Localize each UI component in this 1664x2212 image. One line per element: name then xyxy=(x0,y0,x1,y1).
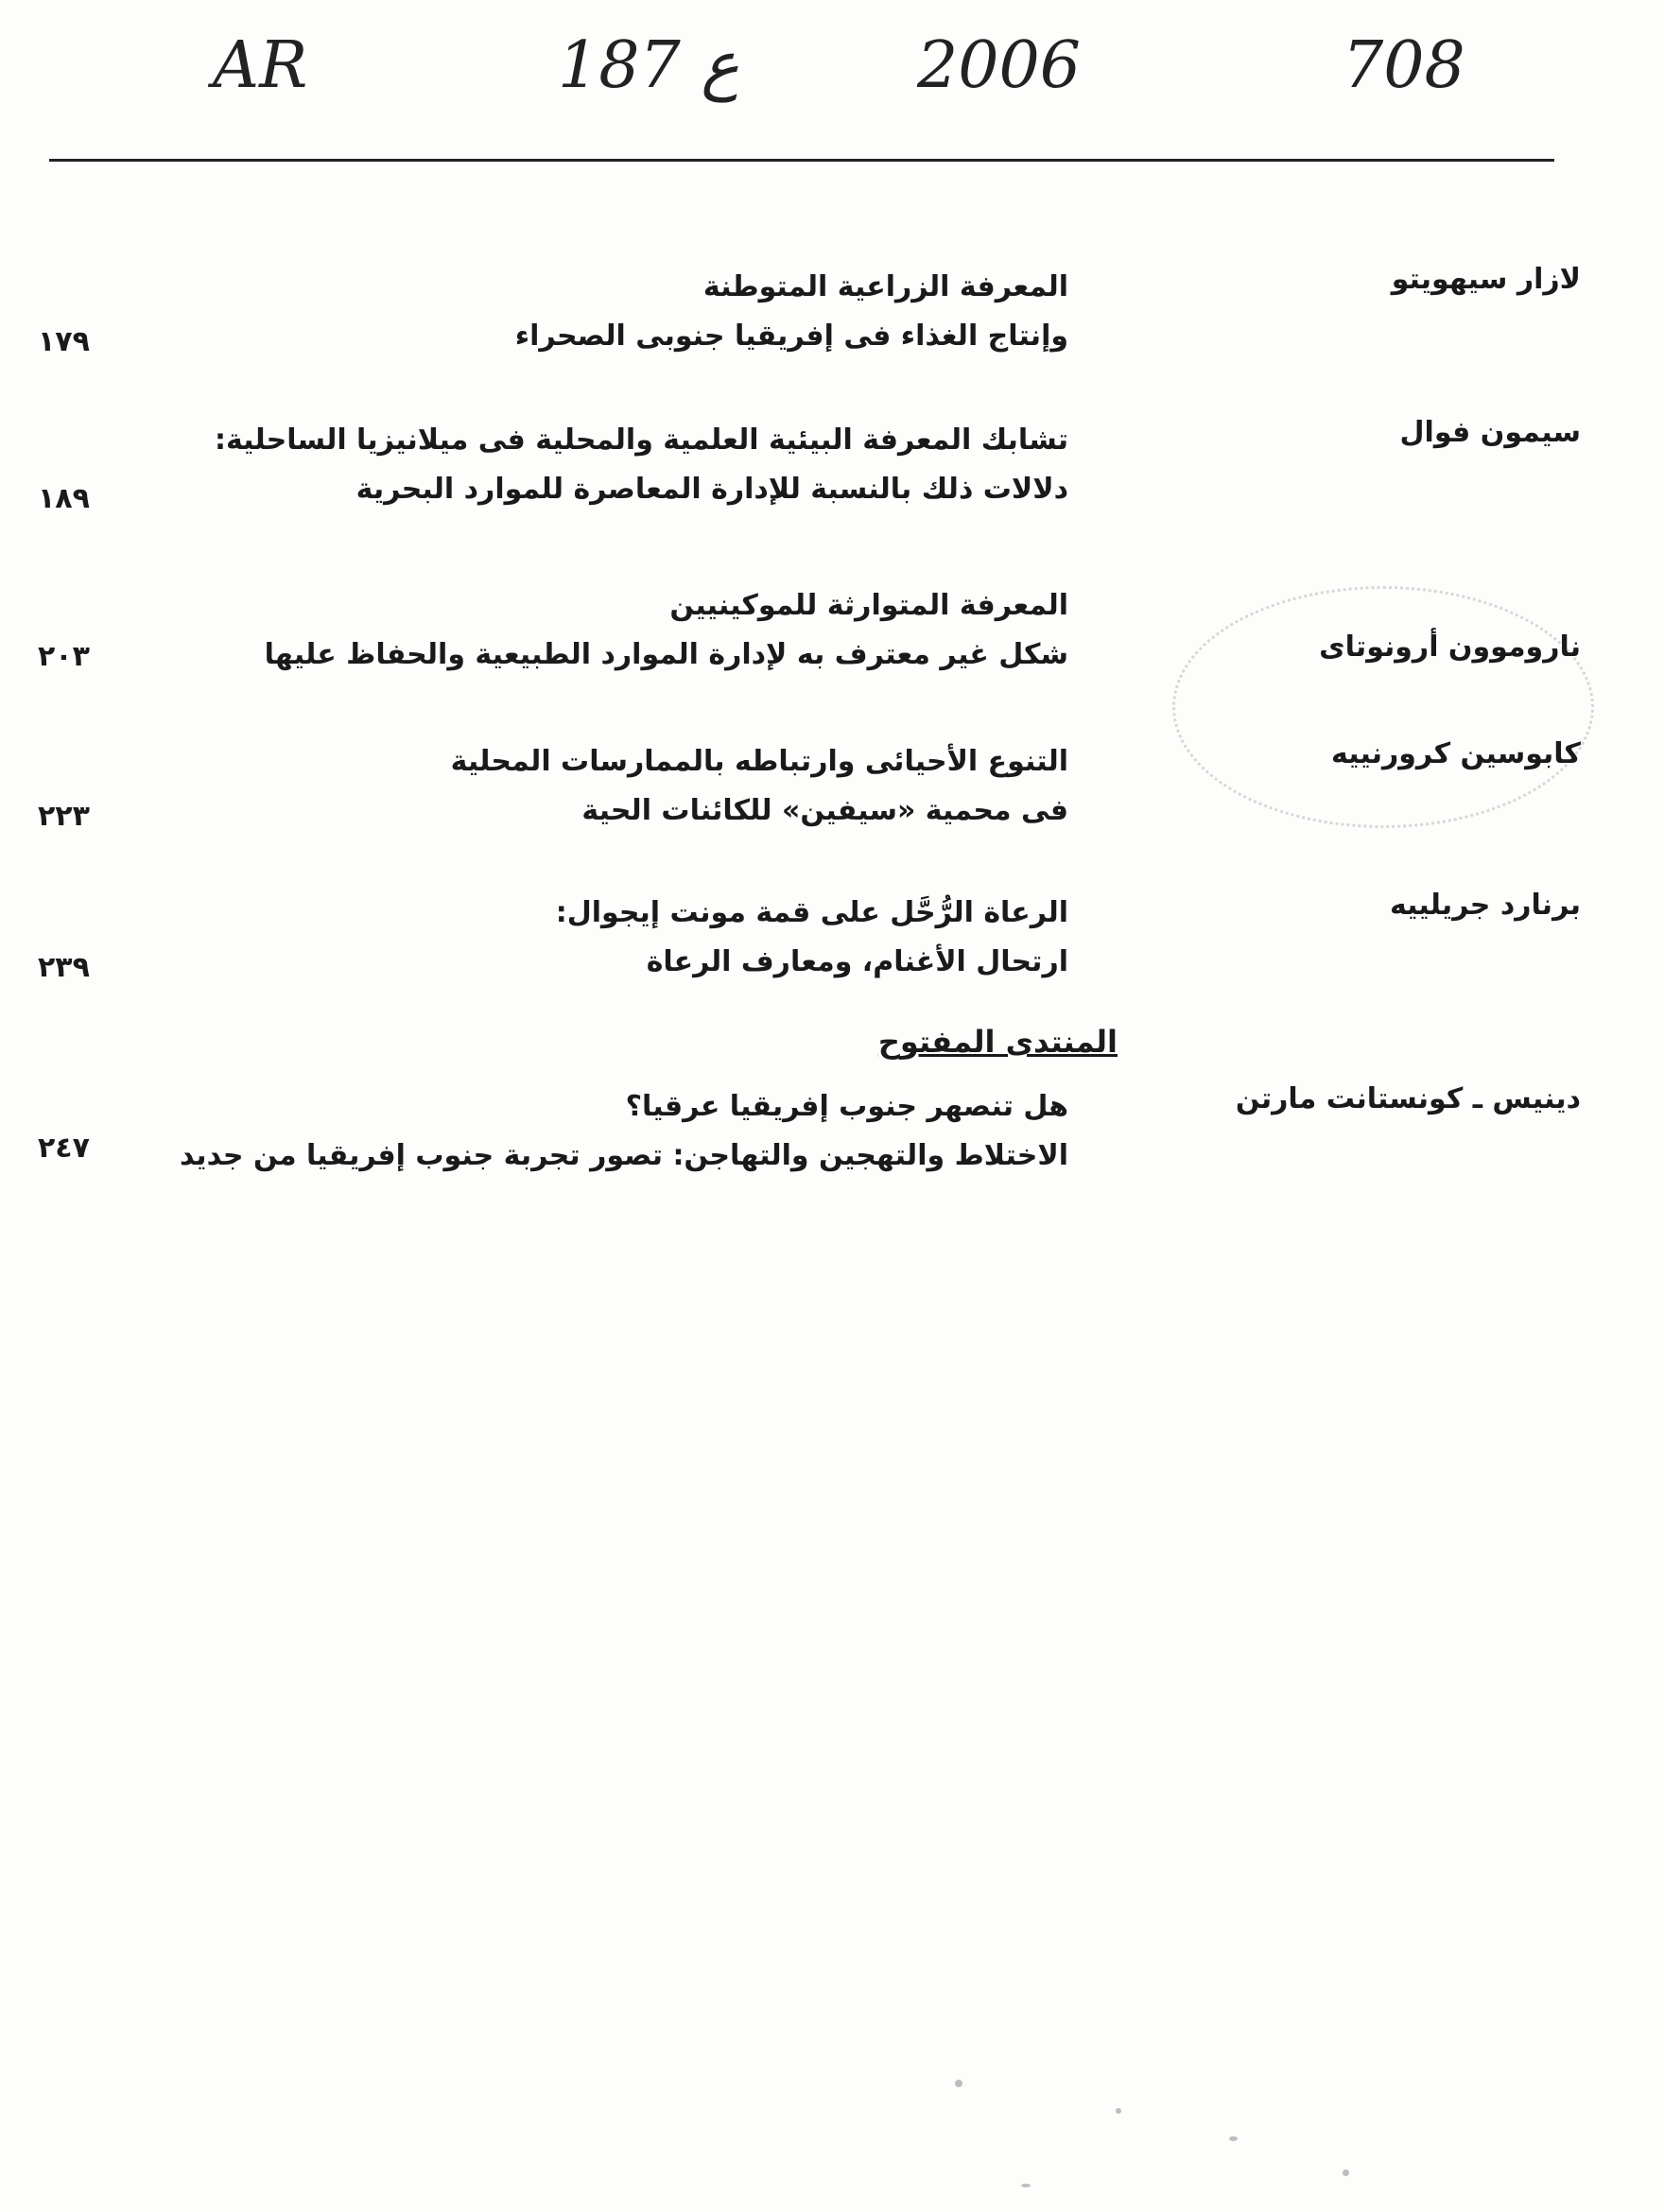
entry-title-line: تشابك المعرفة البيئية العلمية والمحلية فى ميلانيزيا الساحلية: xyxy=(214,423,1068,457)
entry-title xyxy=(85,263,1068,361)
entry-title-line: شكل غير معترف به لإدارة الموارد الطبيعية والحفاظ عليها xyxy=(264,638,1068,671)
entry-title xyxy=(85,581,1068,680)
entry-page-number: ٢٣٩ xyxy=(38,951,90,984)
entry-author: ناروموون أرونوتاى xyxy=(1319,631,1581,664)
scan-speck xyxy=(1229,2136,1238,2141)
entry-title xyxy=(85,737,1068,836)
scan-speck xyxy=(955,2080,962,2087)
faded-stamp xyxy=(1172,586,1594,828)
entry-title xyxy=(85,1082,1068,1181)
handwritten-series: 187 ع xyxy=(558,28,739,103)
entry-page-number: ٢٤٧ xyxy=(38,1132,90,1165)
handwritten-year: 2006 xyxy=(917,28,1082,103)
entry-title-line: الاختلاط والتهجين والتهاجن: تصور تجربة جنوب إفريقيا من جديد xyxy=(179,1139,1068,1172)
entry-author: سيمون فوال xyxy=(1399,416,1581,449)
handwritten-code: AR xyxy=(213,28,308,103)
entry-author: برنارد جريلييه xyxy=(1389,889,1581,922)
entry-title-line: هل تنصهر جنوب إفريقيا عرقيا؟ xyxy=(625,1090,1068,1123)
entry-title-line: فى محمية «سيفين» للكائنات الحية xyxy=(581,794,1068,827)
scan-speck xyxy=(1021,2184,1031,2187)
entry-title xyxy=(85,889,1068,987)
entry-author: كابوسين كرورنييه xyxy=(1331,737,1581,770)
entry-title-line: ارتحال الأغنام، ومعارف الرعاة xyxy=(646,945,1068,978)
handwritten-id: 708 xyxy=(1343,28,1465,103)
entry-page-number: ٢٢٣ xyxy=(38,800,90,833)
entry-page-number: ١٨٩ xyxy=(38,482,90,515)
header-rule xyxy=(49,159,1554,162)
entry-author: دينيس ـ كونستانت مارتن xyxy=(1235,1082,1581,1115)
section-heading: المنتدى المفتوح xyxy=(877,1024,1118,1060)
entry-title xyxy=(85,416,1068,514)
entry-title-line: دلالات ذلك بالنسبة للإدارة المعاصرة للموارد البحرية xyxy=(355,473,1068,506)
entry-title-line: وإنتاج الغذاء فى إفريقيا جنوبى الصحراء xyxy=(514,320,1068,353)
entry-title-line: الرعاة الرُّحَّل على قمة مونت إيجوال: xyxy=(555,896,1068,929)
entry-page-number: ١٧٩ xyxy=(38,325,90,358)
entry-title-line: المعرفة المتوارثة للموكينيين xyxy=(669,589,1068,622)
entry-author: لازار سيهويتو xyxy=(1391,263,1581,296)
scan-speck xyxy=(1343,2169,1349,2176)
entry-page-number: ٢٠٣ xyxy=(38,640,90,673)
entry-title-line: التنوع الأحيائى وارتباطه بالممارسات المحلية xyxy=(450,745,1068,778)
entry-title-line: المعرفة الزراعية المتوطنة xyxy=(702,270,1068,303)
scan-speck xyxy=(1116,2108,1121,2114)
